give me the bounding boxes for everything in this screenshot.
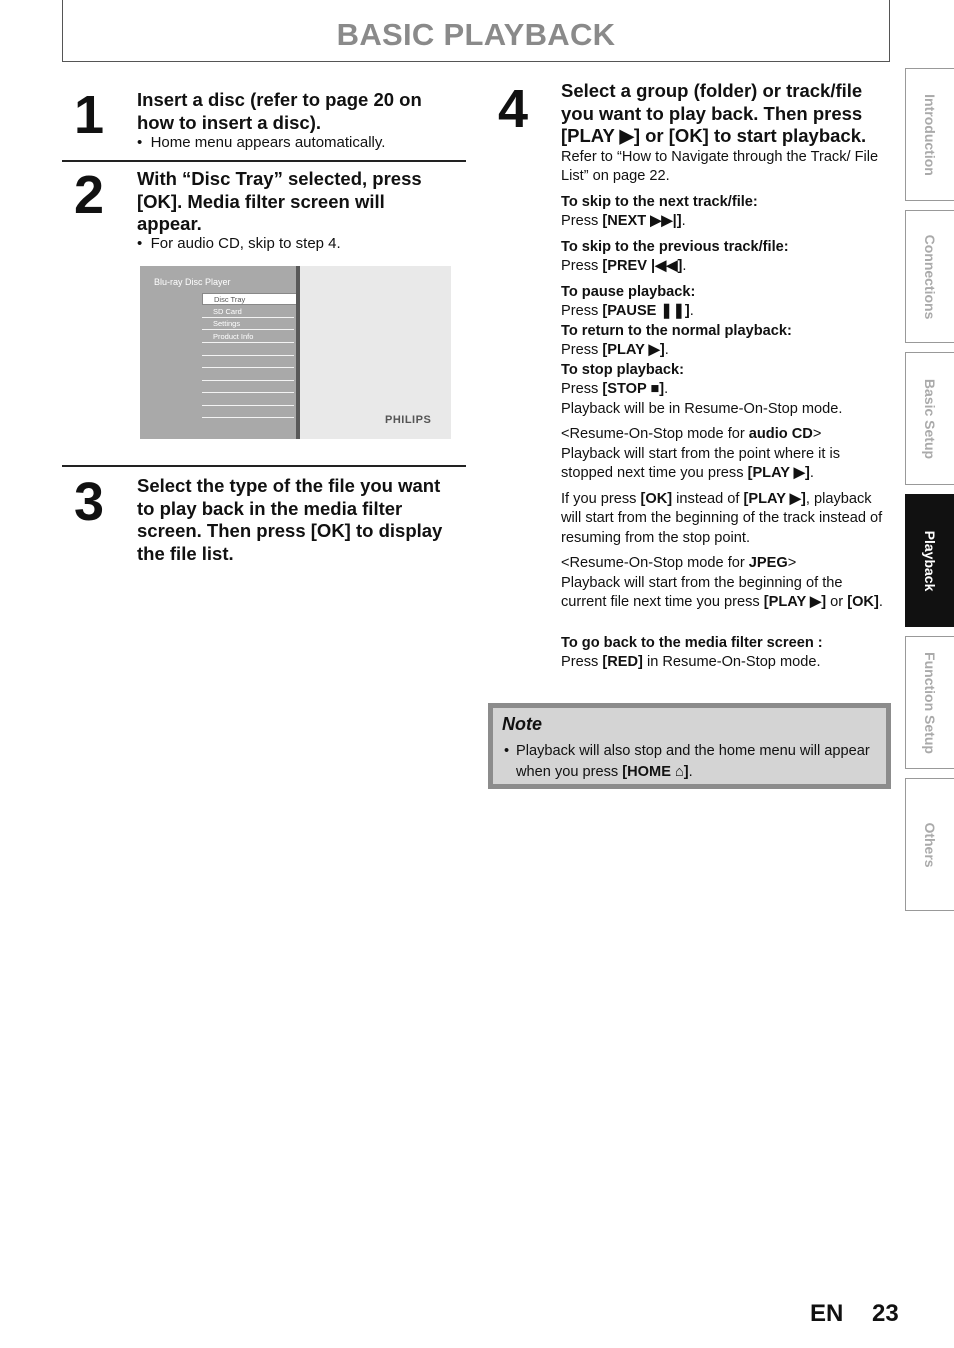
screen-item-settings: Settings [202,318,294,330]
back-post: in Resume-On-Stop mode. [642,654,821,670]
tab-label: Function Setup [922,651,938,754]
step-4-intro: Refer to “How to Navigate through the Track/ File List” on page 22. [561,148,879,184]
ok-instead-text [561,490,886,549]
footer-lang: EN [810,1300,844,1327]
step-1-number: 1 [74,85,105,145]
stop-instruction: Press [STOP ■]. [561,381,669,397]
resume-jpeg-heading [561,554,886,574]
screen-menu-panel [140,266,296,439]
resume-jpeg-key: JPEG [748,555,788,571]
note-body [516,741,874,783]
ok-mid: instead of [672,490,744,507]
step-2-heading: With “Disc Tray” selected, press [OK]. Media filter screen will appear. [137,168,422,234]
ok-pre: If you press [561,490,641,507]
screen-empty-row [202,392,294,393]
step-3-number: 3 [74,472,105,532]
press-text: Press [561,381,603,397]
step-2-bullet: • For audio CD, skip to step 4. [137,235,341,252]
step-1-bullet-text: Home menu appears automatically. [150,134,386,151]
step-3-heading: Select the type of the file you want to play back in the media filter screen. Then press [OK] to display the file list. [137,475,443,564]
stop-after-text: Playback will be in Resume-On-Stop mode. [561,400,843,417]
step-4-heading: Select a group (folder) or track/file you want to play back. Then press [PLAY ▶] or [OK] to start playback. [561,80,867,146]
divider [62,160,466,162]
resume-cd-pre: <Resume-On-Stop mode for [561,426,749,442]
page-number: 23 [872,1300,899,1327]
screen-empty-row [202,367,294,368]
step-4-content [561,80,886,673]
page-title: BASIC PLAYBACK [336,17,616,52]
tab-others[interactable] [905,778,954,911]
screen-item-product-info: Product Info [202,331,294,343]
tab-label: Others [922,821,938,868]
press-text: Press [561,342,603,358]
play-key: [PLAY ▶] [602,342,665,358]
screen-item-disc-tray: Disc Tray [202,293,300,305]
back-instruction [561,653,886,673]
tab-label: Basic Setup [922,378,938,459]
step-2-bullet-text: For audio CD, skip to step 4. [150,235,341,252]
tab-connections[interactable] [905,210,954,343]
press-text: Press [561,213,603,229]
play-key: [PLAY ▶] [763,594,827,610]
press-text: Press [561,303,603,319]
step-2-number: 2 [74,165,105,225]
resume-jpeg-body: Playback will start from the beginning of the current file next time you press [561,574,843,610]
tab-label: Playback [922,530,938,591]
note-box [488,703,891,789]
note-inner [493,708,886,784]
skip-prev-title: To skip to the previous track/file: [561,238,789,255]
screen-empty-row [202,417,294,418]
ok-key: [OK] [847,594,879,610]
resume-cd-body: Playback will start from the point where it is stopped next time you press [561,445,841,481]
red-key: [RED] [602,654,643,670]
step-1-heading: Insert a disc (refer to page 20 on how to insert a disc). [137,89,422,133]
pause-instruction: Press [PAUSE ❚❚]. [561,303,694,319]
screen-empty-row [202,405,294,406]
resume-cd-key: audio CD [748,426,813,442]
note-text-post: . [688,764,693,780]
ok-post: , playback will start from the beginning of the track instead of resuming from the stop point. [561,490,883,546]
skip-next-title: To skip to the next track/file: [561,193,758,210]
screen-empty-row [202,380,294,381]
tab-label: Introduction [922,93,938,176]
screen-divider [296,266,300,439]
note-text [504,741,874,783]
screen-title: Blu-ray Disc Player [154,277,231,287]
tab-basic-setup[interactable] [905,352,954,485]
screen-item-sd-card: SD Card [202,306,294,318]
resume-cd-text: Playback will start from the point where it is stopped next time you press [PLAY ▶]. [561,445,841,481]
pause-key: [PAUSE ❚❚] [602,303,690,319]
screen-empty-row [202,355,294,356]
note-text-pre: Playback will also stop and the home menu will appear when you press [516,743,870,780]
tab-function-setup[interactable] [905,636,954,769]
play-key: [PLAY ▶] [743,490,806,507]
resume-jpeg-pre: <Resume-On-Stop mode for [561,555,749,571]
note-title: Note [502,714,542,734]
press-text: Press [561,654,603,670]
stop-title: To stop playback: [561,361,684,378]
skip-next-instruction: Press [NEXT ▶▶|]. [561,213,686,229]
stop-key: [STOP ■] [602,381,665,397]
step-1-bullet: • Home menu appears automatically. [137,134,386,151]
home-key: [HOME ⌂] [622,764,689,780]
back-title: To go back to the media filter screen : [561,634,823,651]
skip-prev-instruction: Press [PREV |◀◀]. [561,258,687,274]
tab-introduction[interactable] [905,68,954,201]
or-text: or [826,594,848,610]
resume-cd-post: > [812,426,822,442]
next-key: [NEXT ▶▶|] [602,213,682,229]
play-key: [PLAY ▶] [747,465,810,481]
pause-title: To pause playback: [561,283,696,300]
return-instruction: Press [PLAY ▶]. [561,342,669,358]
return-title: To return to the normal playback: [561,322,792,339]
step-4-number: 4 [498,79,529,139]
tab-label: Connections [922,234,938,319]
media-filter-screenshot [140,266,451,439]
philips-logo: PHILIPS [385,414,432,426]
resume-cd-heading [561,425,886,445]
divider [62,465,466,467]
ok-key: [OK] [640,490,673,507]
resume-jpeg-text: Playback will start from the beginning of the current file next time you press [PLAY ▶] or [OK]. [561,574,883,610]
prev-key: [PREV |◀◀] [602,258,683,274]
press-text: Press [561,258,603,274]
note-bullet: • [504,743,510,759]
tab-playback[interactable] [905,494,954,627]
page-header [62,0,890,62]
resume-jpeg-post: > [787,555,797,571]
